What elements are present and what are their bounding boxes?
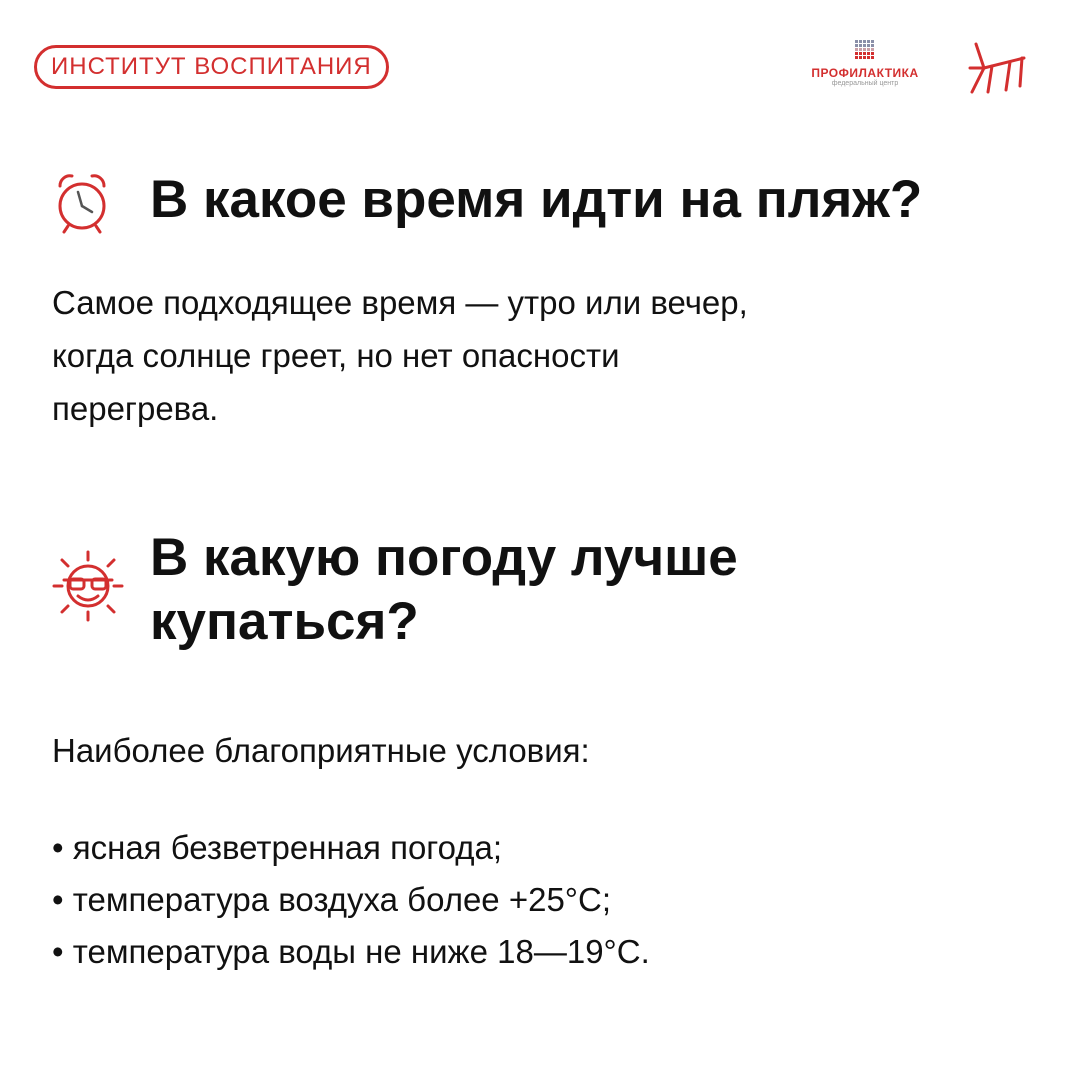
profilaktika-subtitle: федеральный центр — [831, 80, 899, 87]
list-item: • температура воздуха более +25°С; — [52, 874, 650, 926]
section1-title: В какое время идти на пляж? — [150, 170, 923, 229]
sun-with-sunglasses-icon — [50, 546, 126, 622]
text-line: Самое подходящее время — утро или вечер, — [52, 284, 748, 321]
institute-badge — [34, 45, 389, 89]
section1-text — [52, 276, 748, 435]
list-item: • ясная безветренная погода; — [52, 822, 650, 874]
title-line: В какую погоду лучше — [150, 528, 738, 587]
conditions-list — [52, 822, 650, 978]
dot-grid-icon — [855, 40, 875, 60]
section2-intro: Наиболее благоприятные условия: — [52, 732, 590, 769]
badge-text: ИНСТИТУТ ВОСПИТАНИЯ — [51, 53, 372, 80]
profilaktika-logo — [800, 40, 930, 100]
text-line: перегрева. — [52, 390, 219, 427]
text-line: когда солнце греет, но нет опасности — [52, 337, 620, 374]
chair-icon — [962, 40, 1030, 96]
section2-title — [150, 526, 738, 654]
alarm-clock-icon — [50, 170, 114, 234]
header — [0, 0, 1080, 130]
profilaktika-name: ПРОФИЛАКТИКА — [811, 66, 919, 80]
list-item: • температура воды не ниже 18—19°С. — [52, 926, 650, 978]
title-line: купаться? — [150, 592, 419, 651]
